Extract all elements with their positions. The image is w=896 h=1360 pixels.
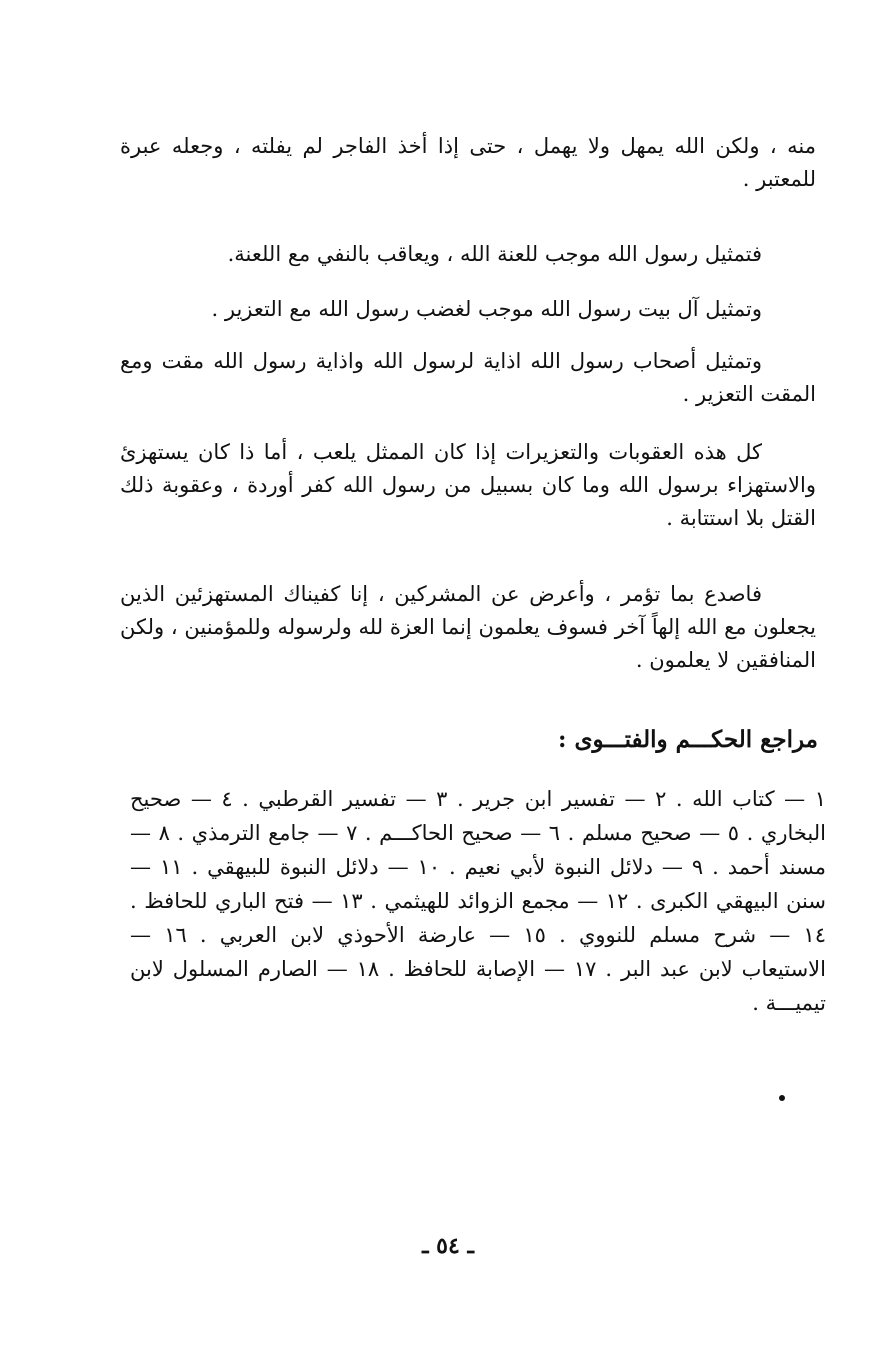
paragraph-1: منه ، ولكن الله يمهل ولا يهمل ، حتى إذا أخذ الفاجر لم يفلته ، وجعله عبرة للمعتبر . bbox=[120, 134, 816, 191]
paragraph-6: فاصدع بما تؤمر ، وأعرض عن المشركين ، إنا كفيناك المستهزئين الذين يجعلون مع الله إلهاً آخر فسوف يعلمون إنما العزة لله ولرسوله وللمؤمنين ، ولكن المنافقين لا يعلمون . bbox=[120, 582, 816, 672]
end-dot bbox=[779, 1095, 785, 1101]
paragraph-5: كل هذه العقوبات والتعزيرات إذا كان الممثل يلعب ، أما ذا كان يستهزئ والاستهزاء برسول الله وما كان بسبيل من رسول الله كفر أوردة ، وعقوبة ذلك القتل بلا استتابة . bbox=[120, 440, 816, 530]
paragraph-3: وتمثيل آل بيت رسول الله موجب لغضب رسول الله مع التعزير . bbox=[211, 297, 762, 321]
page-number: ـ ٥٤ ـ bbox=[422, 1233, 474, 1259]
references-list: ١ — كتاب الله . ٢ — تفسير ابن جرير . ٣ — تفسير القرطبي . ٤ — صحيح البخاري . ٥ — صحيح مسلم . ٦ — صحيح الحاكـــم . ٧ — جامع الترمذي . ٨ — مسند أحمد . ٩ — دلائل النبوة لأبي نعيم . ١٠ — دلائل النبوة للبيهقي . ١١ — سنن البيهقي الكبرى . ١٢ — مجمع الزوائد للهيثمي . ١٣ — فتح الباري للحافظ . ١٤ — شرح مسلم للنووي . ١٥ — عارضة الأحوذي لابن العربي . ١٦ — الاستيعاب لابن عبد البر . ١٧ — الإصابة للحافظ . ١٨ — الصارم المسلول لابن تيميـــة . bbox=[130, 787, 826, 1015]
paragraph-4: وتمثيل أصحاب رسول الله اذاية لرسول الله واذاية رسول الله مقت ومع المقت التعزير . bbox=[120, 349, 816, 406]
paragraph-2: فتمثيل رسول الله موجب للعنة الله ، ويعاقب بالنفي مع اللعنة. bbox=[227, 242, 762, 266]
references-heading: مراجع الحكـــم والفتـــوى : bbox=[557, 726, 818, 753]
